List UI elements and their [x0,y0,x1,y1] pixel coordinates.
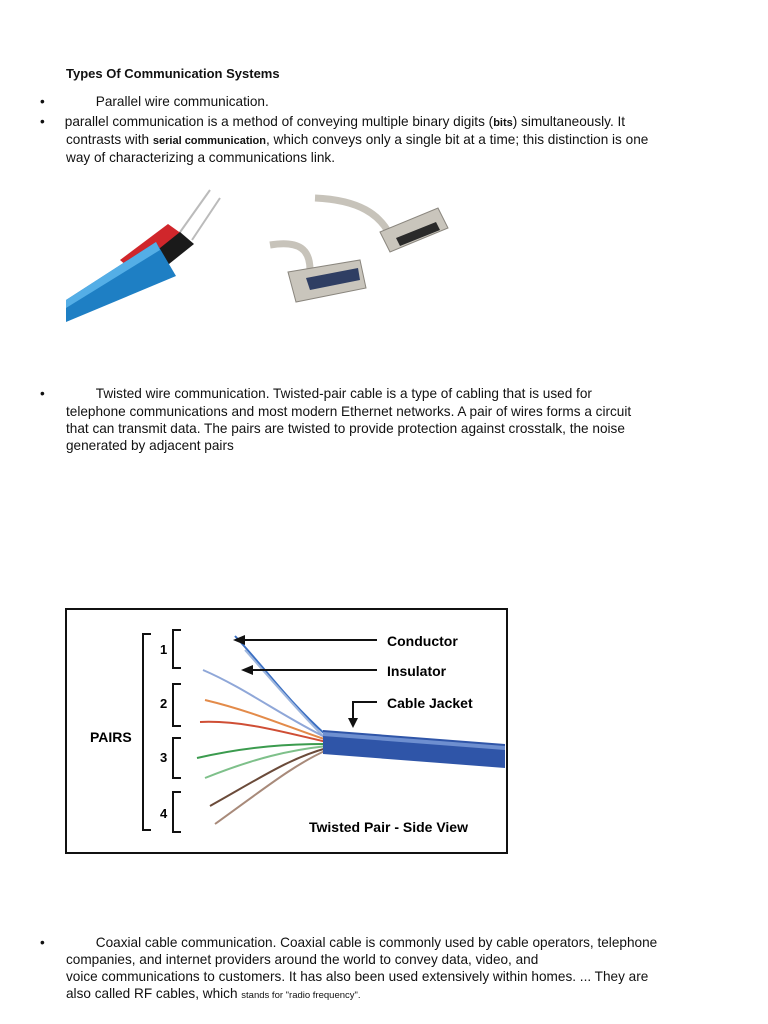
bullet-4-line-3: voice communications to customers. It has also been used extensively within homes. ... They are [66,969,649,984]
bullet-2-line-2: contrasts with serial communication, which conveys only a single bit at a time; this distinction is one [66,132,649,147]
bullet-4: • Coaxial cable communication. Coaxial cable is commonly used by cable operators, telephone [40,935,658,950]
bullet-dot: • [40,94,45,109]
bits-term: bits [493,117,513,129]
bullet-3-line-3: that can transmit data. The pairs are twisted to provide protection against crosstalk, the noise [66,421,625,436]
pairs-label: PAIRS [90,729,132,745]
twisted-pair-diagram [65,608,508,854]
serial-communication-term: serial communication [152,135,266,147]
conductor-label: Conductor [387,633,458,649]
bullet-3: • Twisted wire communication. Twisted-pair cable is a type of cabling that is used for [40,386,592,401]
diagram-caption: Twisted Pair - Side View [309,819,468,835]
pair-number-4: 4 [160,806,168,821]
bullet-3-line-4: generated by adjacent pairs [66,438,234,453]
parallel-cable-photo [60,180,460,330]
bullet-2-line-3: way of characterizing a communications link. [66,150,335,165]
bullet-dot: • [40,386,45,401]
bullet-1 [40,93,740,111]
pair-number-3: 3 [160,750,168,765]
pair-number-1: 1 [160,642,168,657]
two-wire-cable-image [66,190,220,322]
bullet-dot: • [40,114,45,129]
db25-centronics-cable-image [270,198,448,302]
radio-frequency-note: stands for "radio frequency". [241,990,361,1001]
bullet-3-line-2: telephone communications and most modern Ethernet networks. A pair of wires forms a circuit [66,404,632,419]
bullet-dot: • [40,935,45,950]
bullet-4-line-4: also called RF cables, which stands for "radio frequency". [66,986,361,1001]
bullet-4-line-2: companies, and internet providers around the world to convey data, video, and [66,952,539,967]
bullet-1-text: Parallel wire communication. [95,94,269,109]
insulator-label: Insulator [387,663,447,679]
bullet-2: • parallel communication is a method of conveying multiple binary digits (bits) simultaneously. It [40,114,626,129]
pair-number-2: 2 [160,696,168,711]
cable-jacket-label: Cable Jacket [387,695,473,711]
document-title: Types Of Communication Systems [66,66,280,81]
